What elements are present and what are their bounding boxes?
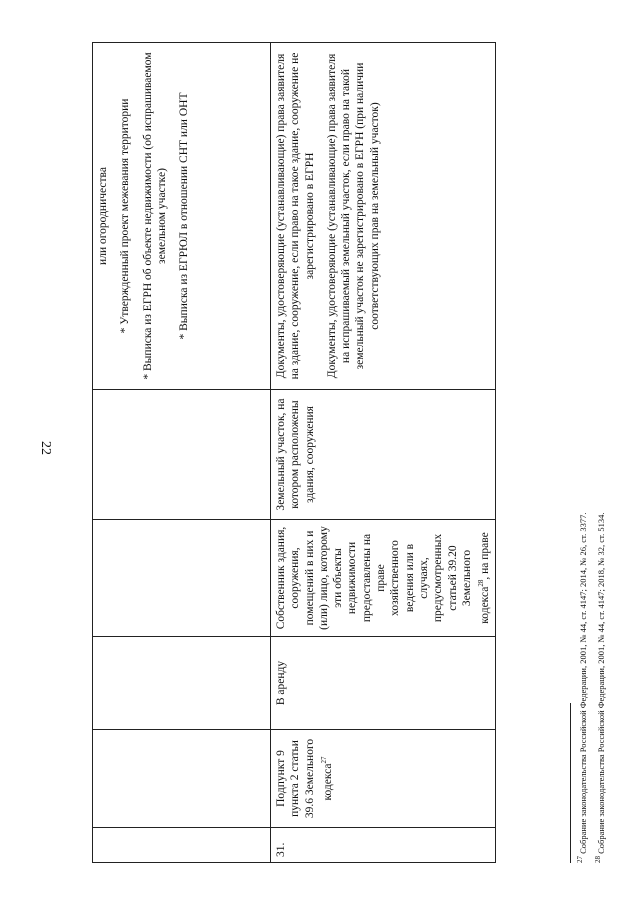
legal-basis-text: Подпункт 9 пункта 2 статьи 39.6 Земельного кодекса: [275, 738, 334, 819]
row-number: 31.: [271, 828, 496, 863]
applicant-cell: [271, 520, 496, 637]
documents-continuation: или огородничества: [97, 167, 109, 265]
footnote: [592, 43, 608, 863]
cell-empty: [93, 828, 271, 863]
grant-type-cell: В аренду: [271, 637, 496, 730]
footnotes: [570, 43, 610, 863]
page-number: 22: [38, 441, 53, 455]
cell-empty: [93, 520, 271, 637]
services-table: [92, 42, 496, 863]
table-row-previous: [93, 43, 271, 863]
document-item: * Выписка из ЕГРЮЛ в отношении СНТ или ОНТ: [178, 92, 191, 340]
document-item: * Утвержденный проект межевания территории: [119, 98, 132, 334]
cell-empty: [93, 730, 271, 828]
document-item: Документы, удостоверяющие (устанавливающие) права заявителя на здание, сооружение, если право на такое здание, сооружение не зарегистрировано в ЕГРН: [275, 52, 316, 380]
footnote: [574, 43, 590, 863]
footnote-number: 27: [576, 856, 584, 863]
applicant-text: Собственник здания, сооружения, помещений в них и (или) лицо, которому эти объекты недвижимости предоставлены на праве хозяйственного ведения или в случаях, предусмотренных статьей 39.20 Земельного кодекса: [275, 526, 491, 630]
footnote-ref: 28: [477, 579, 486, 587]
document-item: Документы, удостоверяющие (устанавливающие) права заявителя на испрашиваемый земельный участок, если право на такой земельный участок не зарегистрировано в ЕГРН (при наличии соответствующих прав на земельный участок): [325, 53, 381, 379]
documents-cell: [93, 43, 271, 390]
footnote-text: Собрание законодательства Российской Федерации, 2001, № 44, ст. 4147; 2014, № 26, ст. 3377.: [577, 512, 588, 856]
footnote-text: Собрание законодательства Российской Федерации, 2001, № 44, ст. 4147; 2018, № 32, ст. 5134.: [595, 512, 606, 856]
land-object-cell: Земельный участок, на котором расположены здания, сооружения: [271, 390, 496, 520]
footnote-separator: [570, 703, 571, 863]
cell-empty: [93, 390, 271, 520]
rotated-page-content: [92, 43, 612, 863]
legal-basis-cell: [271, 730, 496, 828]
footnote-ref: 27: [319, 756, 328, 764]
footnote-number: 28: [593, 856, 602, 863]
table-row-31: [271, 43, 496, 863]
documents-cell: [271, 43, 496, 390]
cell-empty: [93, 637, 271, 730]
document-item: * Выписка из ЕГРН об объекте недвижимости (об испрашиваемом земельном участке): [141, 52, 168, 380]
applicant-tail: , на праве: [478, 532, 491, 580]
